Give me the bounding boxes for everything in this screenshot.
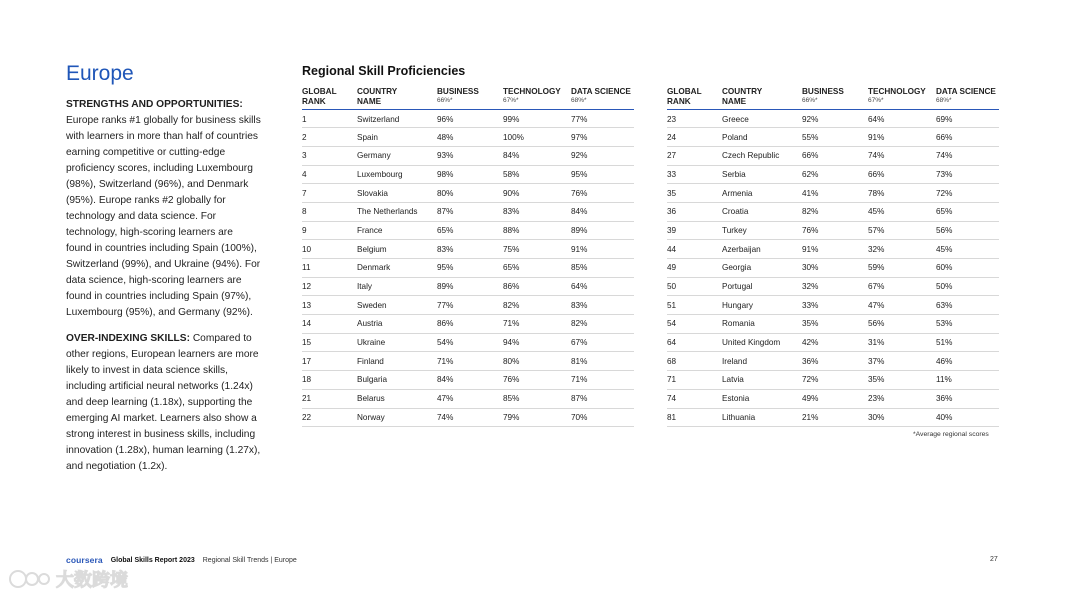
cell-global-rank: 15 — [302, 333, 357, 352]
header-data-science: DATA SCIENCE 68%* — [936, 87, 999, 109]
cell-data-science: 60% — [936, 259, 999, 278]
cell-data-science: 89% — [571, 221, 634, 240]
table-row — [667, 371, 999, 390]
summary-column — [66, 97, 261, 485]
cell-global-rank: 13 — [302, 296, 357, 315]
cell-global-rank: 17 — [302, 352, 357, 371]
cell-global-rank: 49 — [667, 259, 722, 278]
cell-global-rank: 35 — [667, 184, 722, 203]
cell-business: 74% — [437, 408, 503, 427]
header-data-science: DATA SCIENCE 68%* — [571, 87, 634, 109]
cell-data-science: 73% — [936, 165, 999, 184]
cell-data-science: 71% — [571, 371, 634, 390]
cell-global-rank: 18 — [302, 371, 357, 390]
header-technology: TECHNOLOGY 67%* — [503, 87, 571, 109]
cell-country-name: Germany — [357, 146, 437, 165]
cell-technology: 78% — [868, 184, 936, 203]
table-row — [667, 240, 999, 259]
overindex-body: Compared to other regions, European learners are more likely to invest in data science skills, including artificial neural networks (1.24x) and deep learning (1.18x), supporting the emerging AI market. Learners also show a strong interest in business skills, including innovation (1.28x), human learning (1.27x), and negotiation (1.2x). — [66, 333, 261, 472]
table-row — [302, 277, 634, 296]
cell-technology: 91% — [868, 128, 936, 147]
cell-business: 55% — [802, 128, 868, 147]
header-business: BUSINESS 66%* — [802, 87, 868, 109]
cell-technology: 57% — [868, 221, 936, 240]
cell-country-name: Ireland — [722, 352, 802, 371]
cell-country-name: Georgia — [722, 259, 802, 278]
cell-data-science: 56% — [936, 221, 999, 240]
cell-data-science: 91% — [571, 240, 634, 259]
cell-global-rank: 14 — [302, 315, 357, 334]
cell-country-name: Poland — [722, 128, 802, 147]
cell-global-rank: 23 — [667, 109, 722, 128]
cell-business: 98% — [437, 165, 503, 184]
cell-country-name: Romania — [722, 315, 802, 334]
cell-technology: 56% — [868, 315, 936, 334]
section-label: Regional Skill Trends | Europe — [202, 556, 297, 564]
overindex-heading: OVER-INDEXING SKILLS: — [66, 333, 190, 344]
table-row — [667, 315, 999, 334]
cell-global-rank: 51 — [667, 296, 722, 315]
cell-country-name: Azerbaijan — [722, 240, 802, 259]
cell-business: 86% — [437, 315, 503, 334]
cell-global-rank: 74 — [667, 389, 722, 408]
cell-business: 41% — [802, 184, 868, 203]
cell-data-science: 95% — [571, 165, 634, 184]
cell-data-science: 11% — [936, 371, 999, 390]
cell-business: 96% — [437, 109, 503, 128]
cell-country-name: Finland — [357, 352, 437, 371]
cell-business: 32% — [802, 277, 868, 296]
cell-data-science: 45% — [936, 240, 999, 259]
cell-global-rank: 81 — [667, 408, 722, 427]
cell-technology: 100% — [503, 128, 571, 147]
cell-technology: 71% — [503, 315, 571, 334]
table-row — [667, 165, 999, 184]
cell-global-rank: 50 — [667, 277, 722, 296]
table-row — [667, 389, 999, 408]
table-row — [302, 221, 634, 240]
cell-global-rank: 36 — [667, 202, 722, 221]
cell-global-rank: 4 — [302, 165, 357, 184]
cell-data-science: 77% — [571, 109, 634, 128]
cell-global-rank: 22 — [302, 408, 357, 427]
table-row — [302, 408, 634, 427]
cell-business: 30% — [802, 259, 868, 278]
cell-technology: 35% — [868, 371, 936, 390]
strengths-paragraph — [66, 97, 261, 321]
cell-global-rank: 21 — [302, 389, 357, 408]
cell-country-name: Estonia — [722, 389, 802, 408]
cell-business: 42% — [802, 333, 868, 352]
table-row — [667, 277, 999, 296]
cell-data-science: 97% — [571, 128, 634, 147]
cell-business: 21% — [802, 408, 868, 427]
cell-data-science: 82% — [571, 315, 634, 334]
cell-data-science: 53% — [936, 315, 999, 334]
cell-business: 82% — [802, 202, 868, 221]
cell-technology: 66% — [868, 165, 936, 184]
cell-country-name: Turkey — [722, 221, 802, 240]
cell-data-science: 85% — [571, 259, 634, 278]
table-row — [302, 146, 634, 165]
cell-global-rank: 1 — [302, 109, 357, 128]
cell-business: 36% — [802, 352, 868, 371]
cell-technology: 94% — [503, 333, 571, 352]
cell-global-rank: 10 — [302, 240, 357, 259]
cell-data-science: 67% — [571, 333, 634, 352]
cell-technology: 59% — [868, 259, 936, 278]
table-row — [667, 128, 999, 147]
header-global-rank: GLOBAL RANK — [667, 87, 722, 109]
cell-technology: 75% — [503, 240, 571, 259]
cell-country-name: Armenia — [722, 184, 802, 203]
table-row — [302, 109, 634, 128]
cell-global-rank: 11 — [302, 259, 357, 278]
cell-data-science: 64% — [571, 277, 634, 296]
table-row — [302, 333, 634, 352]
table-header-row — [667, 87, 999, 109]
cell-data-science: 72% — [936, 184, 999, 203]
cell-country-name: United Kingdom — [722, 333, 802, 352]
header-country-name: COUNTRY NAME — [722, 87, 802, 109]
cell-data-science: 87% — [571, 389, 634, 408]
cell-country-name: Italy — [357, 277, 437, 296]
cell-country-name: Norway — [357, 408, 437, 427]
cell-technology: 37% — [868, 352, 936, 371]
table-row — [302, 371, 634, 390]
cell-business: 47% — [437, 389, 503, 408]
cell-data-science: 83% — [571, 296, 634, 315]
cell-business: 87% — [437, 202, 503, 221]
cell-global-rank: 54 — [667, 315, 722, 334]
table-row — [302, 128, 634, 147]
cell-country-name: Lithuania — [722, 408, 802, 427]
cell-global-rank: 71 — [667, 371, 722, 390]
cell-country-name: Hungary — [722, 296, 802, 315]
table-row — [667, 184, 999, 203]
cell-data-science: 84% — [571, 202, 634, 221]
cell-data-science: 40% — [936, 408, 999, 427]
strengths-heading: STRENGTHS AND OPPORTUNITIES: — [66, 99, 243, 110]
cell-global-rank: 2 — [302, 128, 357, 147]
cell-data-science: 66% — [936, 128, 999, 147]
cell-country-name: Bulgaria — [357, 371, 437, 390]
cell-country-name: Serbia — [722, 165, 802, 184]
cell-technology: 83% — [503, 202, 571, 221]
watermark — [8, 566, 128, 592]
cell-country-name: Sweden — [357, 296, 437, 315]
overindex-paragraph — [66, 331, 261, 475]
header-country-name: COUNTRY NAME — [357, 87, 437, 109]
cell-business: 33% — [802, 296, 868, 315]
header-technology: TECHNOLOGY 67%* — [868, 87, 936, 109]
cell-technology: 80% — [503, 352, 571, 371]
cell-data-science: 76% — [571, 184, 634, 203]
table-row — [667, 259, 999, 278]
cell-technology: 76% — [503, 371, 571, 390]
page-number: 27 — [990, 556, 998, 563]
cell-global-rank: 44 — [667, 240, 722, 259]
table-row — [302, 202, 634, 221]
cell-business: 95% — [437, 259, 503, 278]
cell-technology: 67% — [868, 277, 936, 296]
cell-data-science: 70% — [571, 408, 634, 427]
cell-country-name: France — [357, 221, 437, 240]
strengths-body: Europe ranks #1 globally for business skills with learners in more than half of countries earning competitive or cutting-edge proficiency scores, including Luxembourg (98%), Switzerland (96%), and Denmark (95%). Europe ranks #2 globally for technology and data science. For technology, high-scoring learners are found in countries including Spain (100%), Switzerland (99%), and Ukraine (94%). For data science, high-scoring learners are found in countries including Spain (97%), Luxembourg (95%), and Germany (92%). — [66, 115, 261, 318]
table-footnote: *Average regional scores — [913, 431, 989, 438]
cell-data-science: 50% — [936, 277, 999, 296]
table-row — [302, 184, 634, 203]
table-row — [667, 221, 999, 240]
cell-global-rank: 24 — [667, 128, 722, 147]
cell-business: 54% — [437, 333, 503, 352]
cell-data-science: 92% — [571, 146, 634, 165]
cell-business: 76% — [802, 221, 868, 240]
cell-country-name: Portugal — [722, 277, 802, 296]
cell-business: 71% — [437, 352, 503, 371]
cell-technology: 58% — [503, 165, 571, 184]
cell-technology: 47% — [868, 296, 936, 315]
cell-country-name: The Netherlands — [357, 202, 437, 221]
page-title: Europe — [66, 62, 134, 85]
table-row — [667, 408, 999, 427]
cell-country-name: Latvia — [722, 371, 802, 390]
cell-business: 35% — [802, 315, 868, 334]
cell-country-name: Croatia — [722, 202, 802, 221]
cell-global-rank: 64 — [667, 333, 722, 352]
cell-global-rank: 33 — [667, 165, 722, 184]
watermark-logo-icon — [8, 567, 52, 591]
cell-business: 91% — [802, 240, 868, 259]
cell-country-name: Greece — [722, 109, 802, 128]
cell-technology: 64% — [868, 109, 936, 128]
cell-country-name: Ukraine — [357, 333, 437, 352]
page-footer — [66, 555, 297, 565]
table-row — [302, 296, 634, 315]
cell-global-rank: 68 — [667, 352, 722, 371]
cell-business: 72% — [802, 371, 868, 390]
cell-global-rank: 12 — [302, 277, 357, 296]
cell-data-science: 81% — [571, 352, 634, 371]
cell-business: 92% — [802, 109, 868, 128]
cell-global-rank: 7 — [302, 184, 357, 203]
watermark-text: 大数跨境 — [56, 570, 128, 590]
cell-country-name: Czech Republic — [722, 146, 802, 165]
table-row — [302, 352, 634, 371]
cell-business: 93% — [437, 146, 503, 165]
table-row — [302, 315, 634, 334]
cell-technology: 85% — [503, 389, 571, 408]
coursera-logo: coursera — [66, 555, 103, 565]
cell-technology: 31% — [868, 333, 936, 352]
cell-data-science: 36% — [936, 389, 999, 408]
cell-global-rank: 8 — [302, 202, 357, 221]
cell-data-science: 63% — [936, 296, 999, 315]
cell-business: 77% — [437, 296, 503, 315]
cell-business: 65% — [437, 221, 503, 240]
cell-technology: 88% — [503, 221, 571, 240]
cell-data-science: 46% — [936, 352, 999, 371]
cell-country-name: Belgium — [357, 240, 437, 259]
cell-technology: 74% — [868, 146, 936, 165]
cell-global-rank: 27 — [667, 146, 722, 165]
cell-technology: 99% — [503, 109, 571, 128]
cell-global-rank: 9 — [302, 221, 357, 240]
table-row — [302, 389, 634, 408]
cell-technology: 23% — [868, 389, 936, 408]
header-global-rank: GLOBAL RANK — [302, 87, 357, 109]
cell-technology: 65% — [503, 259, 571, 278]
cell-country-name: Belarus — [357, 389, 437, 408]
cell-country-name: Slovakia — [357, 184, 437, 203]
cell-technology: 30% — [868, 408, 936, 427]
cell-country-name: Austria — [357, 315, 437, 334]
cell-business: 84% — [437, 371, 503, 390]
cell-data-science: 51% — [936, 333, 999, 352]
cell-global-rank: 39 — [667, 221, 722, 240]
table-title: Regional Skill Proficiencies — [302, 64, 466, 78]
table-row — [667, 109, 999, 128]
table-row — [302, 165, 634, 184]
table-row — [667, 146, 999, 165]
cell-technology: 84% — [503, 146, 571, 165]
skill-table-right — [667, 87, 999, 427]
cell-business: 49% — [802, 389, 868, 408]
table-row — [302, 240, 634, 259]
cell-data-science: 69% — [936, 109, 999, 128]
cell-data-science: 74% — [936, 146, 999, 165]
report-title: Global Skills Report 2023 — [110, 556, 195, 564]
cell-global-rank: 3 — [302, 146, 357, 165]
cell-business: 89% — [437, 277, 503, 296]
table-header-row — [302, 87, 634, 109]
cell-country-name: Spain — [357, 128, 437, 147]
cell-business: 83% — [437, 240, 503, 259]
table-row — [667, 202, 999, 221]
header-business: BUSINESS 66%* — [437, 87, 503, 109]
cell-business: 80% — [437, 184, 503, 203]
table-body-left — [302, 109, 634, 427]
cell-technology: 79% — [503, 408, 571, 427]
cell-country-name: Switzerland — [357, 109, 437, 128]
cell-technology: 90% — [503, 184, 571, 203]
cell-data-science: 65% — [936, 202, 999, 221]
cell-country-name: Denmark — [357, 259, 437, 278]
table-row — [667, 352, 999, 371]
table-row — [302, 259, 634, 278]
table-body-right — [667, 109, 999, 427]
cell-business: 62% — [802, 165, 868, 184]
cell-technology: 32% — [868, 240, 936, 259]
cell-technology: 86% — [503, 277, 571, 296]
cell-business: 66% — [802, 146, 868, 165]
table-row — [667, 333, 999, 352]
table-row — [667, 296, 999, 315]
cell-business: 48% — [437, 128, 503, 147]
skill-table-left — [302, 87, 634, 427]
cell-technology: 45% — [868, 202, 936, 221]
cell-country-name: Luxembourg — [357, 165, 437, 184]
cell-technology: 82% — [503, 296, 571, 315]
